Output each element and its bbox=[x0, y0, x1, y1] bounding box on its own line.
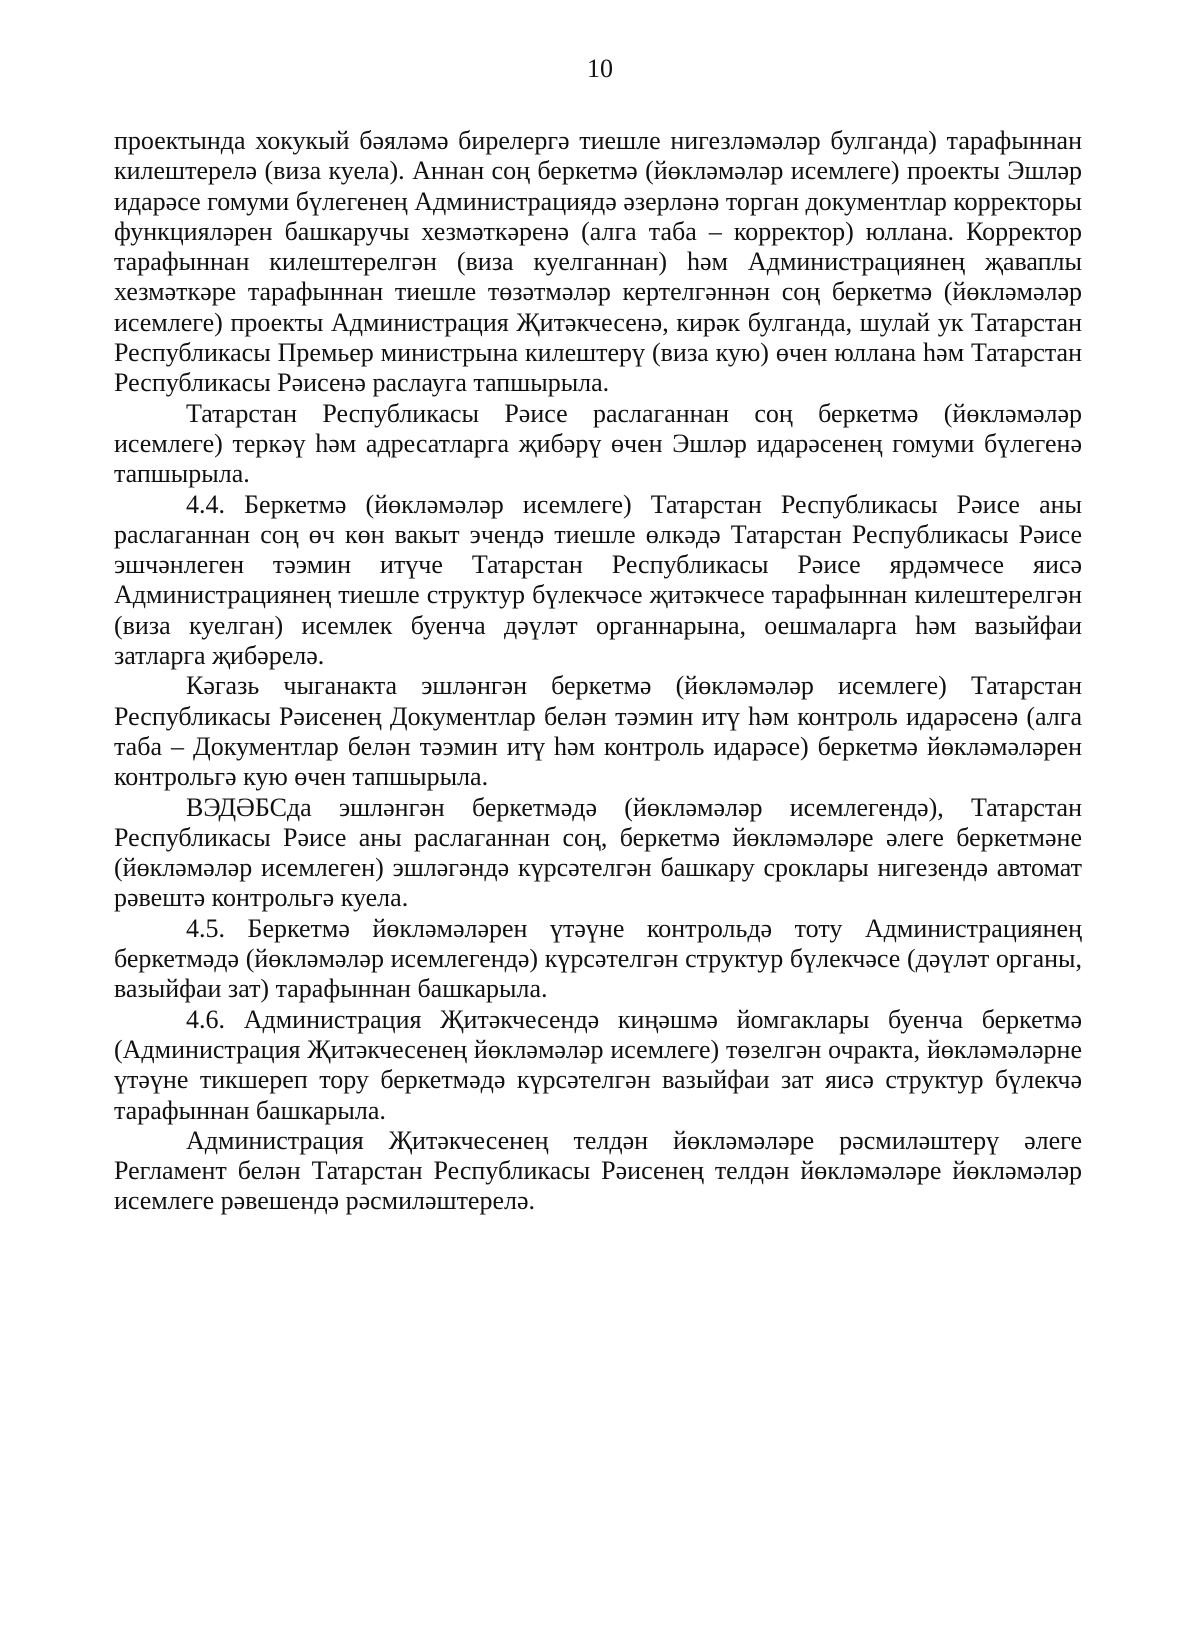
paragraph: Администрация Җитәкчесенең телдән йөкләмәләре рәсмиләштерү әлеге Регламент белән Татарстан Республикасы Рәисенең телдән йөкләмәләре йөкләмәләр исемлеге рәвешендә рәсмиләштерелә. bbox=[114, 1125, 1082, 1216]
paragraph: ВЭДӘБСда эшләнгән беркетмәдә (йөкләмәләр исемлегендә), Татарстан Республикасы Рәисе аны раслаганнан соң, беркетмә йөкләмәләре әлеге беркетмәне (йөкләмәләр исемлеген) эшләгәндә күрсәтелгән башкару сроклары нигезендә автомат рәвештә контрольгә куела. bbox=[114, 792, 1082, 913]
paragraph: 4.4. Беркетмә (йөкләмәләр исемлеге) Татарстан Республикасы Рәисе аны раслаганнан соң өч көн вакыт эчендә тиешле өлкәдә Татарстан Республикасы Рәисе эшчәнлеген тәэмин итүче Татарстан Республикасы Рәисе ярдәмчесе яисә Администрациянең тиешле структур бүлекчәсе җитәкчесе тарафыннан килештерелгән (виза куелган) исемлек буенча дәүләт органнарына, оешмаларга һәм вазыйфаи затларга җибәрелә. bbox=[114, 489, 1082, 671]
paragraph: 4.5. Беркетмә йөкләмәләрен үтәүне контрольдә тоту Администрациянең беркетмәдә (йөкләмәләр исемлегендә) күрсәтелгән структур бүлекчәсе (дәүләт органы, вазыйфаи зат) тарафыннан башкарыла. bbox=[114, 913, 1082, 1004]
paragraph: 4.6. Администрация Җитәкчесендә киңәшмә йомгаклары буенча беркетмә (Администрация Җитәкчесенең йөкләмәләр исемлеге) төзелгән очракта, йөкләмәләрне үтәүне тикшереп тору беркетмәдә күрсәтелгән вазыйфаи зат яисә структур бүлекчә тарафыннан башкарыла. bbox=[114, 1004, 1082, 1125]
document-body bbox=[114, 126, 1082, 1217]
page-number: 10 bbox=[587, 54, 613, 83]
paragraph: Кәгазь чыганакта эшләнгән беркетмә (йөкләмәләр исемлеге) Татарстан Республикасы Рәисенең Документлар белән тәэмин итү һәм контроль идарәсенә (алга таба – Документлар белән тәэмин итү һәм контроль идарәсе) беркетмә йөкләмәләрен контрольгә кую өчен тапшырыла. bbox=[114, 671, 1082, 792]
paragraph: Татарстан Республикасы Рәисе раслаганнан соң беркетмә (йөкләмәләр исемлеге) теркәү һәм адресатларга җибәрү өчен Эшләр идарәсенең гомуми бүлегенә тапшырыла. bbox=[114, 398, 1082, 489]
paragraph: проектында хокукый бәяләмә бирелергә тиешле нигезләмәләр булганда) тарафыннан килештерелә (виза куела). Аннан соң беркетмә (йөкләмәләр исемлеге) проекты Эшләр идарәсе гомуми бүлегенең Администрациядә әзерләнә торган документлар корректоры функцияләрен башкаручы хезмәткәренә (алга таба – корректор) юллана. Корректор тарафыннан килештерелгән (виза куелганнан) һәм Администрациянең җаваплы хезмәткәре тарафыннан тиешле төзәтмәләр кертелгәннән соң беркетмә (йөкләмәләр исемлеге) проекты Администрация Җитәкчесенә, кирәк булганда, шулай ук Татарстан Республикасы Премьер министрына килештерү (виза кую) өчен юллана һәм Татарстан Республикасы Рәисенә раслауга тапшырыла. bbox=[114, 126, 1082, 398]
